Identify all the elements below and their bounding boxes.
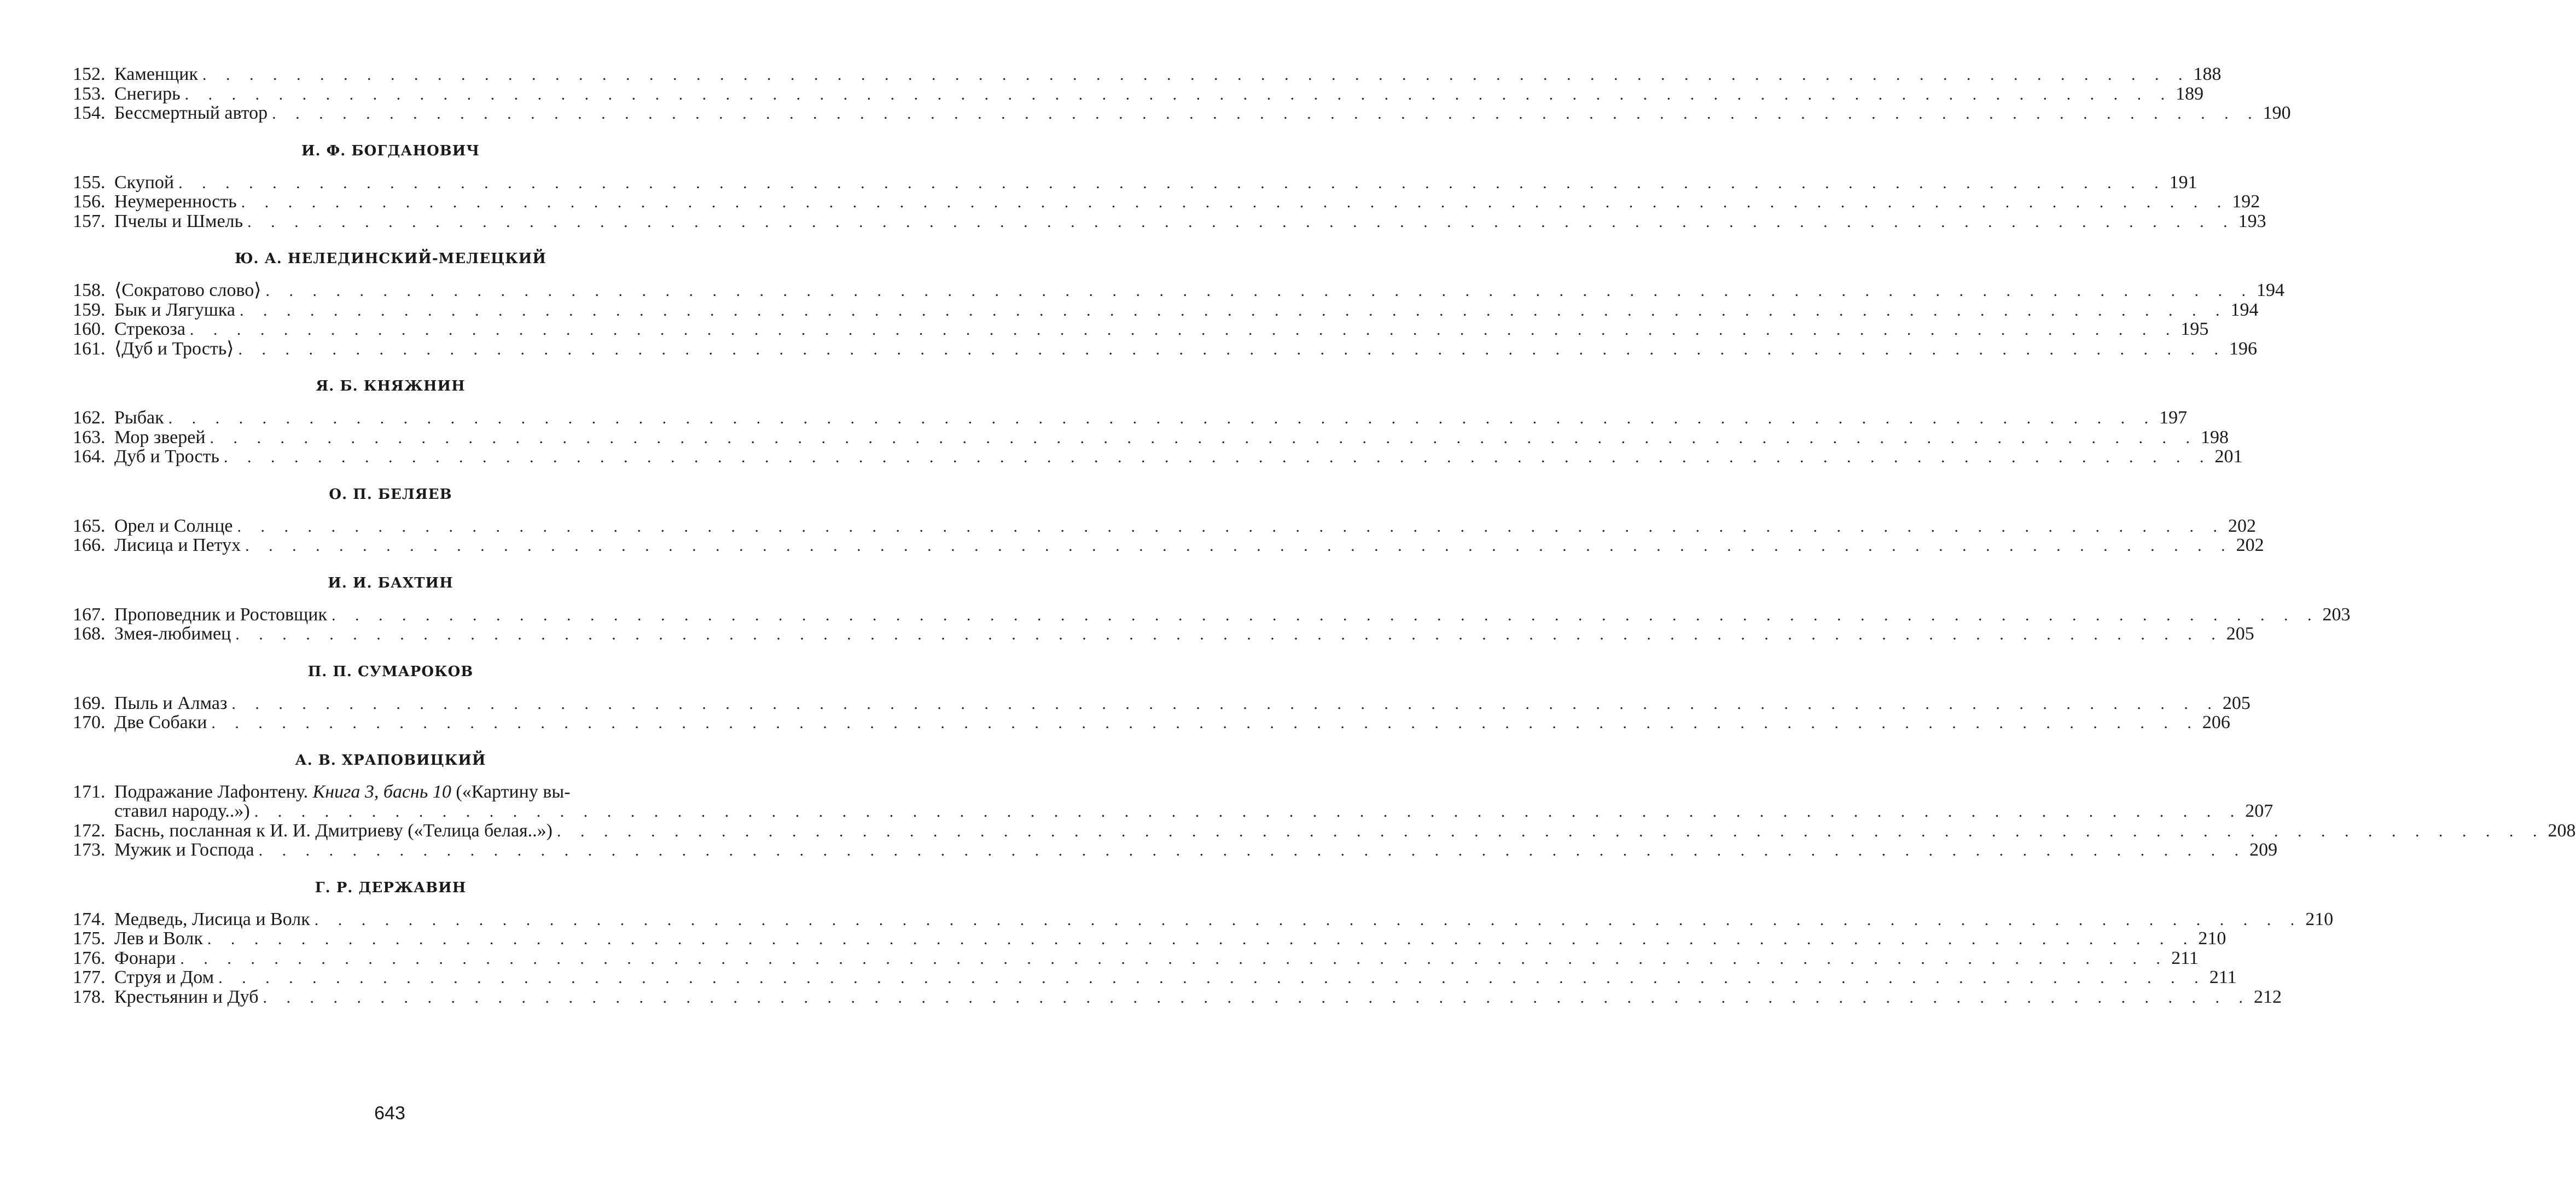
toc-entry: [73, 408, 2188, 428]
entry-title: Баснь, посланная к И. И. Дмитриеву («Телица белая..»): [114, 821, 557, 841]
dot-leader: . . . . . . . . . . . . . . . . . . . . . . . . . . . . . . . . . . . . . . . . . . . . . . . . . . . . . . . . . . . . . . . . . . . . . . . . . . . . . . . . . . . . .: [237, 517, 2225, 536]
entry-title: [114, 782, 571, 802]
dot-leader: . . . . . . . . . . . . . . . . . . . . . . . . . . . . . . . . . . . . . . . . . . . . . . . . . . . . . . . . . . . . . . . . . . . . . . . . . . . . . . . . . . . . .: [180, 949, 2168, 968]
entry-number: 159.: [73, 299, 106, 320]
toc-section-continued: [73, 64, 2291, 123]
toc-section-sumarokov: [73, 644, 2251, 732]
dot-leader: . . . . . . . . . . . . . . . . . . . . . . . . . . . . . . . . . . . . . . . . . . . . . . . . . . . . . . . . . . . . . . . . . . . . . . . . . . . . . . . . . . . . .: [178, 173, 2166, 192]
toc-entry: [73, 928, 2226, 949]
entry-number: 152.: [73, 64, 106, 84]
dot-leader: . . . . . . . . . . . . . . . . . . . . . . . . . . . . . . . . . . . . . . . . . . . . . . . . . . . . . . . . . . . . . . . . . . . . . . . . . . . . . . . . . . . . .: [247, 212, 2235, 231]
author-heading: П. П. СУМАРОКОВ: [307, 663, 474, 680]
entry-title: ⟨Дуб и Трость⟩: [114, 339, 239, 359]
entry-page-number: 211: [2171, 947, 2199, 968]
toc-entry: [73, 172, 2197, 193]
entry-title: Проповедник и Ростовщик: [114, 605, 332, 625]
entry-number: 163.: [73, 427, 106, 447]
author-heading: И. И. БАХТИН: [328, 574, 453, 591]
toc-section-neledinsky-meletsky: [73, 231, 2285, 359]
dot-leader: . . . . . . . . . . . . . . . . . . . . . . . . . . . . . . . . . . . . . . . . . . . . . . . . . . . . . . . . . . . . . . . . . . . . . . . . . . . . . . . . . . . . .: [265, 282, 2254, 300]
entry-page-number: 202: [2228, 515, 2256, 536]
entry-title: Струя и Дом: [114, 968, 218, 987]
entry-page-number: 190: [2263, 103, 2291, 123]
entry-title: Крестьянин и Дуб: [114, 987, 263, 1007]
entry-number: 161.: [73, 338, 106, 359]
author-heading: О. П. БЕЛЯЕВ: [329, 486, 452, 503]
entry-page-number: 206: [2202, 712, 2230, 732]
entry-number: 166.: [73, 535, 106, 555]
entry-title: Медведь, Лисица и Волк: [114, 910, 315, 929]
toc-entry: [73, 83, 2204, 104]
toc-section-bakhtin: [73, 555, 2351, 644]
dot-leader: . . . . . . . . . . . . . . . . . . . . . . . . . . . . . . . . . . . . . . . . . . . . . . . . . . . . . . . . . . . . . . . . . . . . . . . . . . . . . . . . . . . . .: [184, 85, 2173, 103]
entry-page-number: 188: [2193, 64, 2222, 84]
entry-page-number: 209: [2249, 840, 2278, 860]
dot-leader: . . . . . . . . . . . . . . . . . . . . . . . . . . . . . . . . . . . . . . . . . . . . . . . . . . . . . . . . . . . . . . . . . . . . . . . . . . . . . . . . . . . . .: [189, 321, 2178, 339]
toc-section-khrapovitsky: [73, 732, 2576, 860]
entry-title: Рыбак: [114, 408, 168, 428]
toc-entry: [73, 103, 2291, 123]
entry-number: 175.: [73, 928, 106, 949]
entry-page-number: 193: [2238, 211, 2266, 231]
dot-leader: . . . . . . . . . . . . . . . . . . . . . . . . . . . . . . . . . . . . . . . . . . . . . . . . . . . . . . . . . . . . . . . . . . . . . . . . . . . . . . . . . . . . .: [168, 409, 2156, 427]
dot-leader: . . . . . . . . . . . . . . . . . . . . . . . . . . . . . . . . . . . . . . . . . . . . . . . . . . . . . . . . . . . . . . . . . . . . . . . . . . . . . . . . . . . . .: [245, 537, 2233, 555]
entry-page-number: 198: [2201, 427, 2229, 447]
table-of-contents: [73, 64, 2576, 1007]
entry-page-number: 194: [2257, 280, 2285, 300]
entry-page-number: 201: [2214, 446, 2243, 467]
author-heading: А. В. ХРАПОВИЦКИЙ: [295, 752, 486, 769]
toc-entry: [73, 319, 2209, 339]
toc-entry: [73, 712, 2230, 732]
entry-number: 154.: [73, 103, 106, 123]
entry-page-number: 196: [2229, 338, 2258, 359]
entry-number: 174.: [73, 909, 106, 929]
dot-leader: . . . . . . . . . . . . . . . . . . . . . . . . . . . . . . . . . . . . . . . . . . . . . . . . . . . . . . . . . . . . . . . . . . . . . . . . . . . . . . . . . . . . .: [254, 803, 2242, 821]
entry-page-number: 202: [2236, 535, 2264, 555]
entry-title: Пыль и Алмаз: [114, 694, 231, 713]
toc-entry: [73, 909, 2334, 929]
dot-leader: . . . . . . . . . . . . . . . . . . . . . . . . . . . . . . . . . . . . . . . . . . . . . . . . . . . . . . . . . . . . . . . . . . . . . . . . . . . . . . . . . . . . .: [314, 910, 2302, 929]
toc-entry: [73, 299, 2259, 320]
entry-number: 178.: [73, 986, 106, 1007]
entry-number: 156.: [73, 191, 106, 212]
entry-number: 176.: [73, 947, 106, 968]
toc-entry: [73, 693, 2251, 713]
toc-entry: [73, 820, 2576, 841]
author-heading: Г. Р. ДЕРЖАВИН: [315, 879, 467, 896]
entry-number: 169.: [73, 693, 106, 713]
dot-leader: . . . . . . . . . . . . . . . . . . . . . . . . . . . . . . . . . . . . . . . . . . . . . . . . . . . . . . . . . . . . . . . . . . . . . . . . . . . . . . . . . . . . .: [258, 841, 2247, 859]
toc-entry: [73, 986, 2282, 1007]
entry-title: Лев и Волк: [114, 929, 207, 949]
toc-entry: [73, 604, 2351, 625]
toc-entry: [73, 947, 2199, 968]
dot-leader: . . . . . . . . . . . . . . . . . . . . . . . . . . . . . . . . . . . . . . . . . . . . . . . . . . . . . . . . . . . . . . . . . . . . . . . . . . . . . . . . . . . . .: [272, 104, 2260, 123]
toc-entry: [73, 781, 2273, 821]
entry-page-number: 195: [2180, 319, 2209, 339]
entry-number: 167.: [73, 604, 106, 625]
entry-number: 170.: [73, 712, 106, 732]
page-number: 643: [374, 1103, 405, 1124]
toc-entry: [73, 64, 2222, 84]
entry-page-number: 210: [2305, 909, 2334, 929]
entry-title: Скупой: [114, 173, 178, 193]
dot-leader: . . . . . . . . . . . . . . . . . . . . . . . . . . . . . . . . . . . . . . . . . . . . . . . . . . . . . . . . . . . . . . . . . . . . . . . . . . . . . . . . . . . . .: [241, 193, 2229, 211]
toc-entry: [73, 515, 2256, 536]
entry-page-number: 212: [2254, 986, 2282, 1007]
toc-entry: [73, 446, 2243, 467]
toc-section-knyazhnin: [73, 358, 2243, 467]
toc-entry: [73, 427, 2229, 447]
entry-page-number: 210: [2198, 928, 2226, 949]
entry-number: 153.: [73, 83, 106, 104]
entry-page-number: 203: [2322, 604, 2351, 625]
dot-leader: . . . . . . . . . . . . . . . . . . . . . . . . . . . . . . . . . . . . . . . . . . . . . . . . . . . . . . . . . . . . . . . . . . . . . . . . . . . . . . . . . . . . .: [202, 66, 2190, 84]
entry-title: Бык и Лягушка: [114, 300, 240, 320]
dot-leader: . . . . . . . . . . . . . . . . . . . . . . . . . . . . . . . . . . . . . . . . . . . . . . . . . . . . . . . . . . . . . . . . . . . . . . . . . . . . . . . . . . . . .: [231, 694, 2219, 713]
entry-number: 165.: [73, 515, 106, 536]
entry-number: 155.: [73, 172, 106, 193]
entry-number: 168.: [73, 624, 106, 644]
entry-title-continued: ставил народу..»): [114, 801, 254, 821]
toc-entry: [73, 624, 2254, 644]
entry-title: Змея-любимец: [114, 624, 235, 644]
entry-page-number: 194: [2230, 299, 2259, 320]
toc-entry: [73, 967, 2237, 987]
entry-page-number: 205: [2226, 624, 2254, 644]
entry-page-number: 211: [2209, 967, 2237, 987]
entry-title-part: («Картину вы-: [451, 781, 571, 802]
author-heading: Ю. А. НЕЛЕДИНСКИЙ-МЕЛЕЦКИЙ: [235, 251, 546, 267]
entry-page-number: 207: [2245, 801, 2273, 821]
entry-page-number: 205: [2222, 693, 2251, 713]
entry-number: 177.: [73, 967, 106, 987]
entry-page-number: 192: [2232, 191, 2260, 212]
dot-leader: . . . . . . . . . . . . . . . . . . . . . . . . . . . . . . . . . . . . . . . . . . . . . . . . . . . . . . . . . . . . . . . . . . . . . . . . . . . . . . . . . . . . .: [235, 625, 2223, 643]
entry-title: Неумеренность: [114, 192, 241, 212]
dot-leader: . . . . . . . . . . . . . . . . . . . . . . . . . . . . . . . . . . . . . . . . . . . . . . . . . . . . . . . . . . . . . . . . . . . . . . . . . . . . . . . . . . . . .: [224, 448, 2212, 466]
entry-title-italic: Книга 3, баснь 10: [312, 781, 451, 802]
toc-entry: [73, 211, 2266, 231]
toc-entry: [73, 840, 2278, 860]
entry-title-part: Подражание Лафонтену.: [114, 781, 313, 802]
toc-entry: [73, 535, 2264, 555]
entry-number: 171.: [73, 781, 106, 802]
entry-title: Фонари: [114, 949, 180, 968]
dot-leader: . . . . . . . . . . . . . . . . . . . . . . . . . . . . . . . . . . . . . . . . . . . . . . . . . . . . . . . . . . . . . . . . . . . . . . . . . . . . . . . . . . . . .: [240, 301, 2228, 319]
entry-title: ⟨Сократово слово⟩: [114, 281, 266, 300]
toc-section-derzhavin: [73, 860, 2334, 1007]
entry-title: Пчелы и Шмель: [114, 212, 247, 231]
dot-leader: . . . . . . . . . . . . . . . . . . . . . . . . . . . . . . . . . . . . . . . . . . . . . . . . . . . . . . . . . . . . . . . . . . . . . . . . . . . . . . . . . . . . .: [211, 714, 2199, 732]
entry-title: Стрекоза: [114, 319, 190, 339]
toc-section-bogdanovich: [73, 123, 2266, 231]
toc-entry: [73, 280, 2285, 300]
entry-number: 162.: [73, 408, 106, 428]
entry-number: 164.: [73, 446, 106, 467]
entry-number: 158.: [73, 280, 106, 300]
entry-title: Бессмертный автор: [114, 103, 272, 123]
entry-page-number: 191: [2169, 172, 2197, 193]
entry-title: Лисица и Петух: [114, 536, 245, 555]
entry-number: 157.: [73, 211, 106, 231]
dot-leader: . . . . . . . . . . . . . . . . . . . . . . . . . . . . . . . . . . . . . . . . . . . . . . . . . . . . . . . . . . . . . . . . . . . . . . . . . . . . . . . . . . . . .: [210, 428, 2198, 447]
entry-title: Каменщик: [114, 65, 202, 84]
entry-title: Снегирь: [114, 84, 185, 104]
entry-title: Мор зверей: [114, 428, 210, 447]
entry-title: Мужик и Господа: [114, 840, 259, 860]
entry-page-number: 189: [2176, 83, 2204, 104]
author-heading: Я. Б. КНЯЖНИН: [316, 378, 466, 394]
entry-page-number: 197: [2159, 408, 2188, 428]
dot-leader: . . . . . . . . . . . . . . . . . . . . . . . . . . . . . . . . . . . . . . . . . . . . . . . . . . . . . . . . . . . . . . . . . . . . . . . . . . . . . . . . . . . . .: [557, 822, 2545, 840]
dot-leader: . . . . . . . . . . . . . . . . . . . . . . . . . . . . . . . . . . . . . . . . . . . . . . . . . . . . . . . . . . . . . . . . . . . . . . . . . . . . . . . . . . . . .: [263, 988, 2251, 1007]
toc-section-belyaev: [73, 467, 2264, 555]
entry-number: 160.: [73, 319, 106, 339]
dot-leader: . . . . . . . . . . . . . . . . . . . . . . . . . . . . . . . . . . . . . . . . . . . . . . . . . . . . . . . . . . . . . . . . . . . . . . . . . . . . . . . . . . . . .: [207, 930, 2195, 948]
dot-leader: . . . . . . . . . . . . . . . . . . . . . . . . . . . . . . . . . . . . . . . . . . . . . . . . . . . . . . . . . . . . . . . . . . . . . . . . . . . . . . . . . . . . .: [332, 606, 2319, 624]
entry-number: 173.: [73, 840, 106, 860]
entry-number: 172.: [73, 820, 106, 841]
dot-leader: . . . . . . . . . . . . . . . . . . . . . . . . . . . . . . . . . . . . . . . . . . . . . . . . . . . . . . . . . . . . . . . . . . . . . . . . . . . . . . . . . . . . .: [238, 340, 2226, 358]
toc-entry: [73, 338, 2258, 359]
dot-leader: . . . . . . . . . . . . . . . . . . . . . . . . . . . . . . . . . . . . . . . . . . . . . . . . . . . . . . . . . . . . . . . . . . . . . . . . . . . . . . . . . . . . .: [218, 969, 2206, 987]
entry-title: Дуб и Трость: [114, 447, 224, 467]
author-heading: И. Ф. БОГДАНОВИЧ: [301, 142, 480, 159]
entry-title: Две Собаки: [114, 713, 211, 732]
entry-page-number: 208: [2548, 820, 2576, 841]
entry-title: Орел и Солнце: [114, 516, 237, 536]
toc-entry: [73, 191, 2260, 212]
